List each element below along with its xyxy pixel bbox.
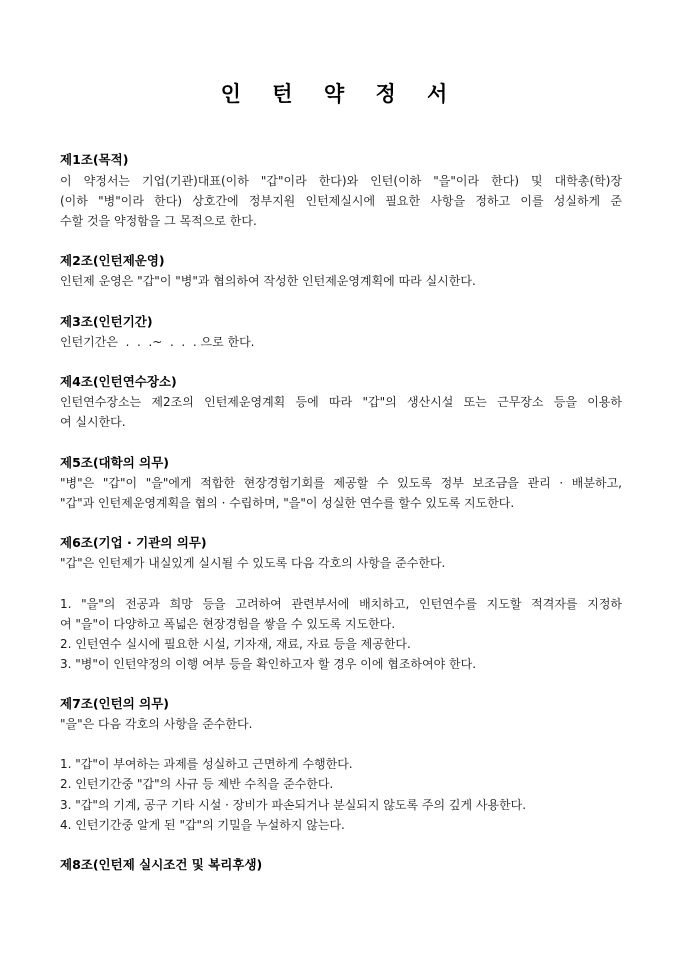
article-1-line-1: 이 약정서는 기업(기관)대표(이하 "갑"이라 한다)와 인턴(이하 "을"이라 한다) 및 대학총(학)장 xyxy=(60,174,622,188)
article-5-line-1: "병"은 "갑"이 "을"에게 적합한 현장경험기회를 제공할 수 있도록 정부 보조금을 관리 · 배분하고, xyxy=(60,476,622,490)
article-7-item-1: 1. "갑"이 부여하는 과제를 성실하고 근면하게 수행한다. xyxy=(60,757,353,771)
document-title: 인 턴 약 정 서 xyxy=(220,81,460,106)
article-7-item-2: 2. 인턴기간중 "갑"의 사규 등 제반 수칙을 준수한다. xyxy=(60,777,334,791)
article-2-heading: 제2조(인턴제운영) xyxy=(60,253,165,268)
article-6-item-1: 1. "을"의 전공과 희망 등을 고려하여 관련부서에 배치하고, 인턴연수를 지도할 적격자를 지정하 xyxy=(60,597,622,611)
article-7-item-3: 3. "갑"의 기계, 공구 기타 시설 · 장비가 파손되거나 분실되지 않도록 주의 깊게 사용한다. xyxy=(60,798,527,812)
article-8-heading: 제8조(인턴제 실시조건 및 복리후생) xyxy=(60,857,263,872)
article-6-item-3: 3. "병"이 인턴약정의 이행 여부 등을 확인하고자 할 경우 이에 협조하여야 한다. xyxy=(60,657,477,671)
article-1-heading: 제1조(목적) xyxy=(60,152,129,167)
article-6-item-1-cont: 여 "을"이 다양하고 폭넓은 현장경험을 쌓을 수 있도록 지도한다. xyxy=(60,617,396,631)
article-3-heading: 제3조(인턴기간) xyxy=(60,314,153,329)
article-4-heading: 제4조(인턴연수장소) xyxy=(60,374,177,389)
article-6-item-2: 2. 인턴연수 실시에 필요한 시설, 기자재, 재료, 자료 등을 제공한다. xyxy=(60,637,411,651)
article-1-line-2: (이하 "병"이라 한다) 상호간에 정부지원 인턴제실시에 필요한 사항을 정하고 이를 성실하게 준 xyxy=(60,194,622,208)
article-7-heading: 제7조(인턴의 의무) xyxy=(60,696,170,711)
article-7-item-4: 4. 인턴기간중 알게 된 "갑"의 기밀을 누설하지 않는다. xyxy=(60,818,345,832)
article-4-line-1: 인턴연수장소는 제2조의 인턴제운영계획 등에 따라 "갑"의 생산시설 또는 근무장소 등을 이용하 xyxy=(60,395,622,409)
article-3-line-1: 인턴기간은 . . .~ . . . 으로 한다. xyxy=(60,335,255,349)
article-1-line-3: 수할 것을 약정함을 그 목적으로 한다. xyxy=(60,214,257,228)
article-4-line-2: 여 실시한다. xyxy=(60,415,126,429)
article-6-heading: 제6조(기업 · 기관의 의무) xyxy=(60,535,207,550)
article-5-line-2: "갑"과 인턴제운영계획을 협의 · 수립하며, "을"이 성실한 연수를 할수 있도록 지도한다. xyxy=(60,496,515,510)
article-6-line-1: "갑"은 인턴제가 내실있게 실시될 수 있도록 다음 각호의 사항을 준수한다. xyxy=(60,556,446,570)
article-2-line-1: 인턴제 운영은 "갑"이 "병"과 협의하여 작성한 인턴제운영계획에 따라 실시한다. xyxy=(60,274,476,288)
article-5-heading: 제5조(대학의 의무) xyxy=(60,455,170,470)
article-7-line-1: "을"은 다음 각호의 사항을 준수한다. xyxy=(60,717,253,731)
